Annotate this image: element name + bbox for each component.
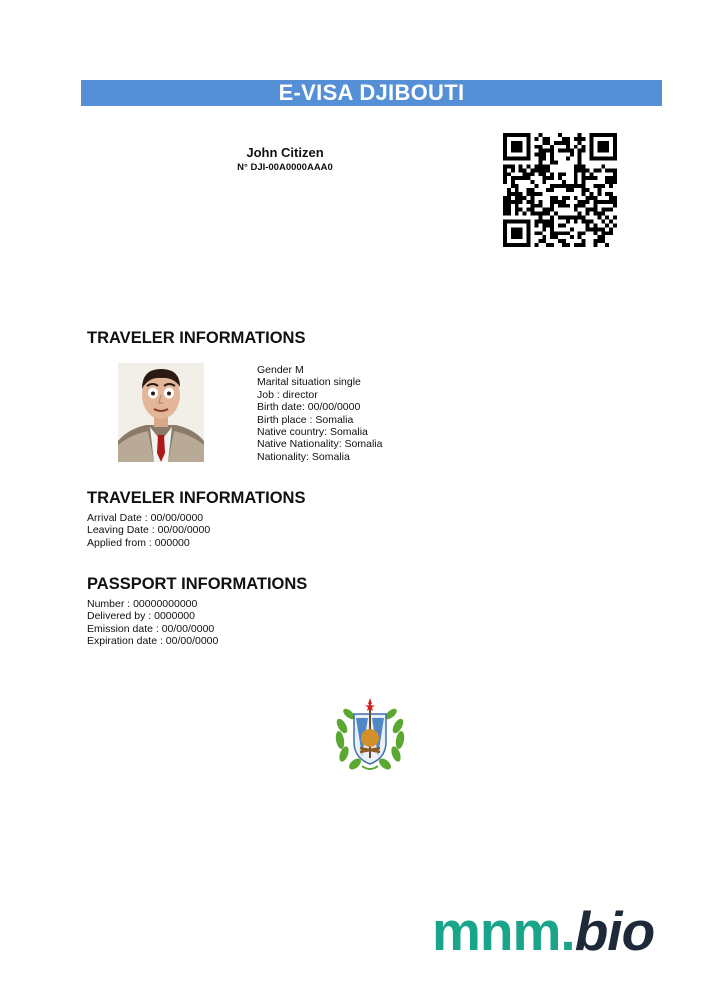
detail-emission-date: Emission date : 00/00/0000 [87, 622, 215, 635]
detail-arrival-date: Arrival Date : 00/00/0000 [87, 512, 204, 524]
detail-native-nationality: Native Nationality: Somalia [257, 438, 383, 451]
detail-job: Job : director [257, 388, 318, 401]
holder-name: John Citizen [246, 145, 324, 160]
detail-nationality: Nationality: Somalia [257, 450, 350, 463]
qr-code-icon [502, 133, 618, 247]
travel-section-title: TRAVELER INFORMATIONS [87, 489, 306, 507]
detail-birth-place: Birth place : Somalia [257, 413, 354, 426]
detail-gender: Gender M [257, 364, 304, 376]
watermark-part1: mnm. [432, 900, 575, 962]
coat-of-arms-icon [330, 692, 410, 776]
detail-leaving-date: Leaving Date : 00/00/0000 [87, 524, 211, 537]
detail-delivered-by: Delivered by : 0000000 [87, 610, 195, 623]
detail-expiration-date: Expiration date : 00/00/0000 [87, 635, 219, 648]
passport-details [87, 598, 218, 648]
travel-details [87, 512, 210, 549]
detail-marital-situation: Marital situation single [257, 376, 361, 389]
detail-native-country: Native country: Somalia [257, 426, 368, 439]
detail-birth-date: Birth date: 00/00/0000 [257, 401, 361, 414]
passport-section-title: PASSPORT INFORMATIONS [87, 575, 308, 593]
traveler-photo [118, 363, 204, 462]
holder-block [200, 145, 370, 174]
traveler-section-title: TRAVELER INFORMATIONS [87, 329, 306, 347]
traveler-details [257, 364, 382, 463]
detail-passport-number: Number : 00000000000 [87, 598, 198, 610]
visa-title-banner: E-VISA DJIBOUTI [81, 80, 662, 106]
mnm-bio-watermark [432, 900, 654, 962]
detail-applied-from: Applied from : 000000 [87, 536, 190, 549]
visa-number: N° DJI-00A0000AAA0 [237, 162, 333, 173]
watermark-part2: bio [574, 900, 655, 962]
